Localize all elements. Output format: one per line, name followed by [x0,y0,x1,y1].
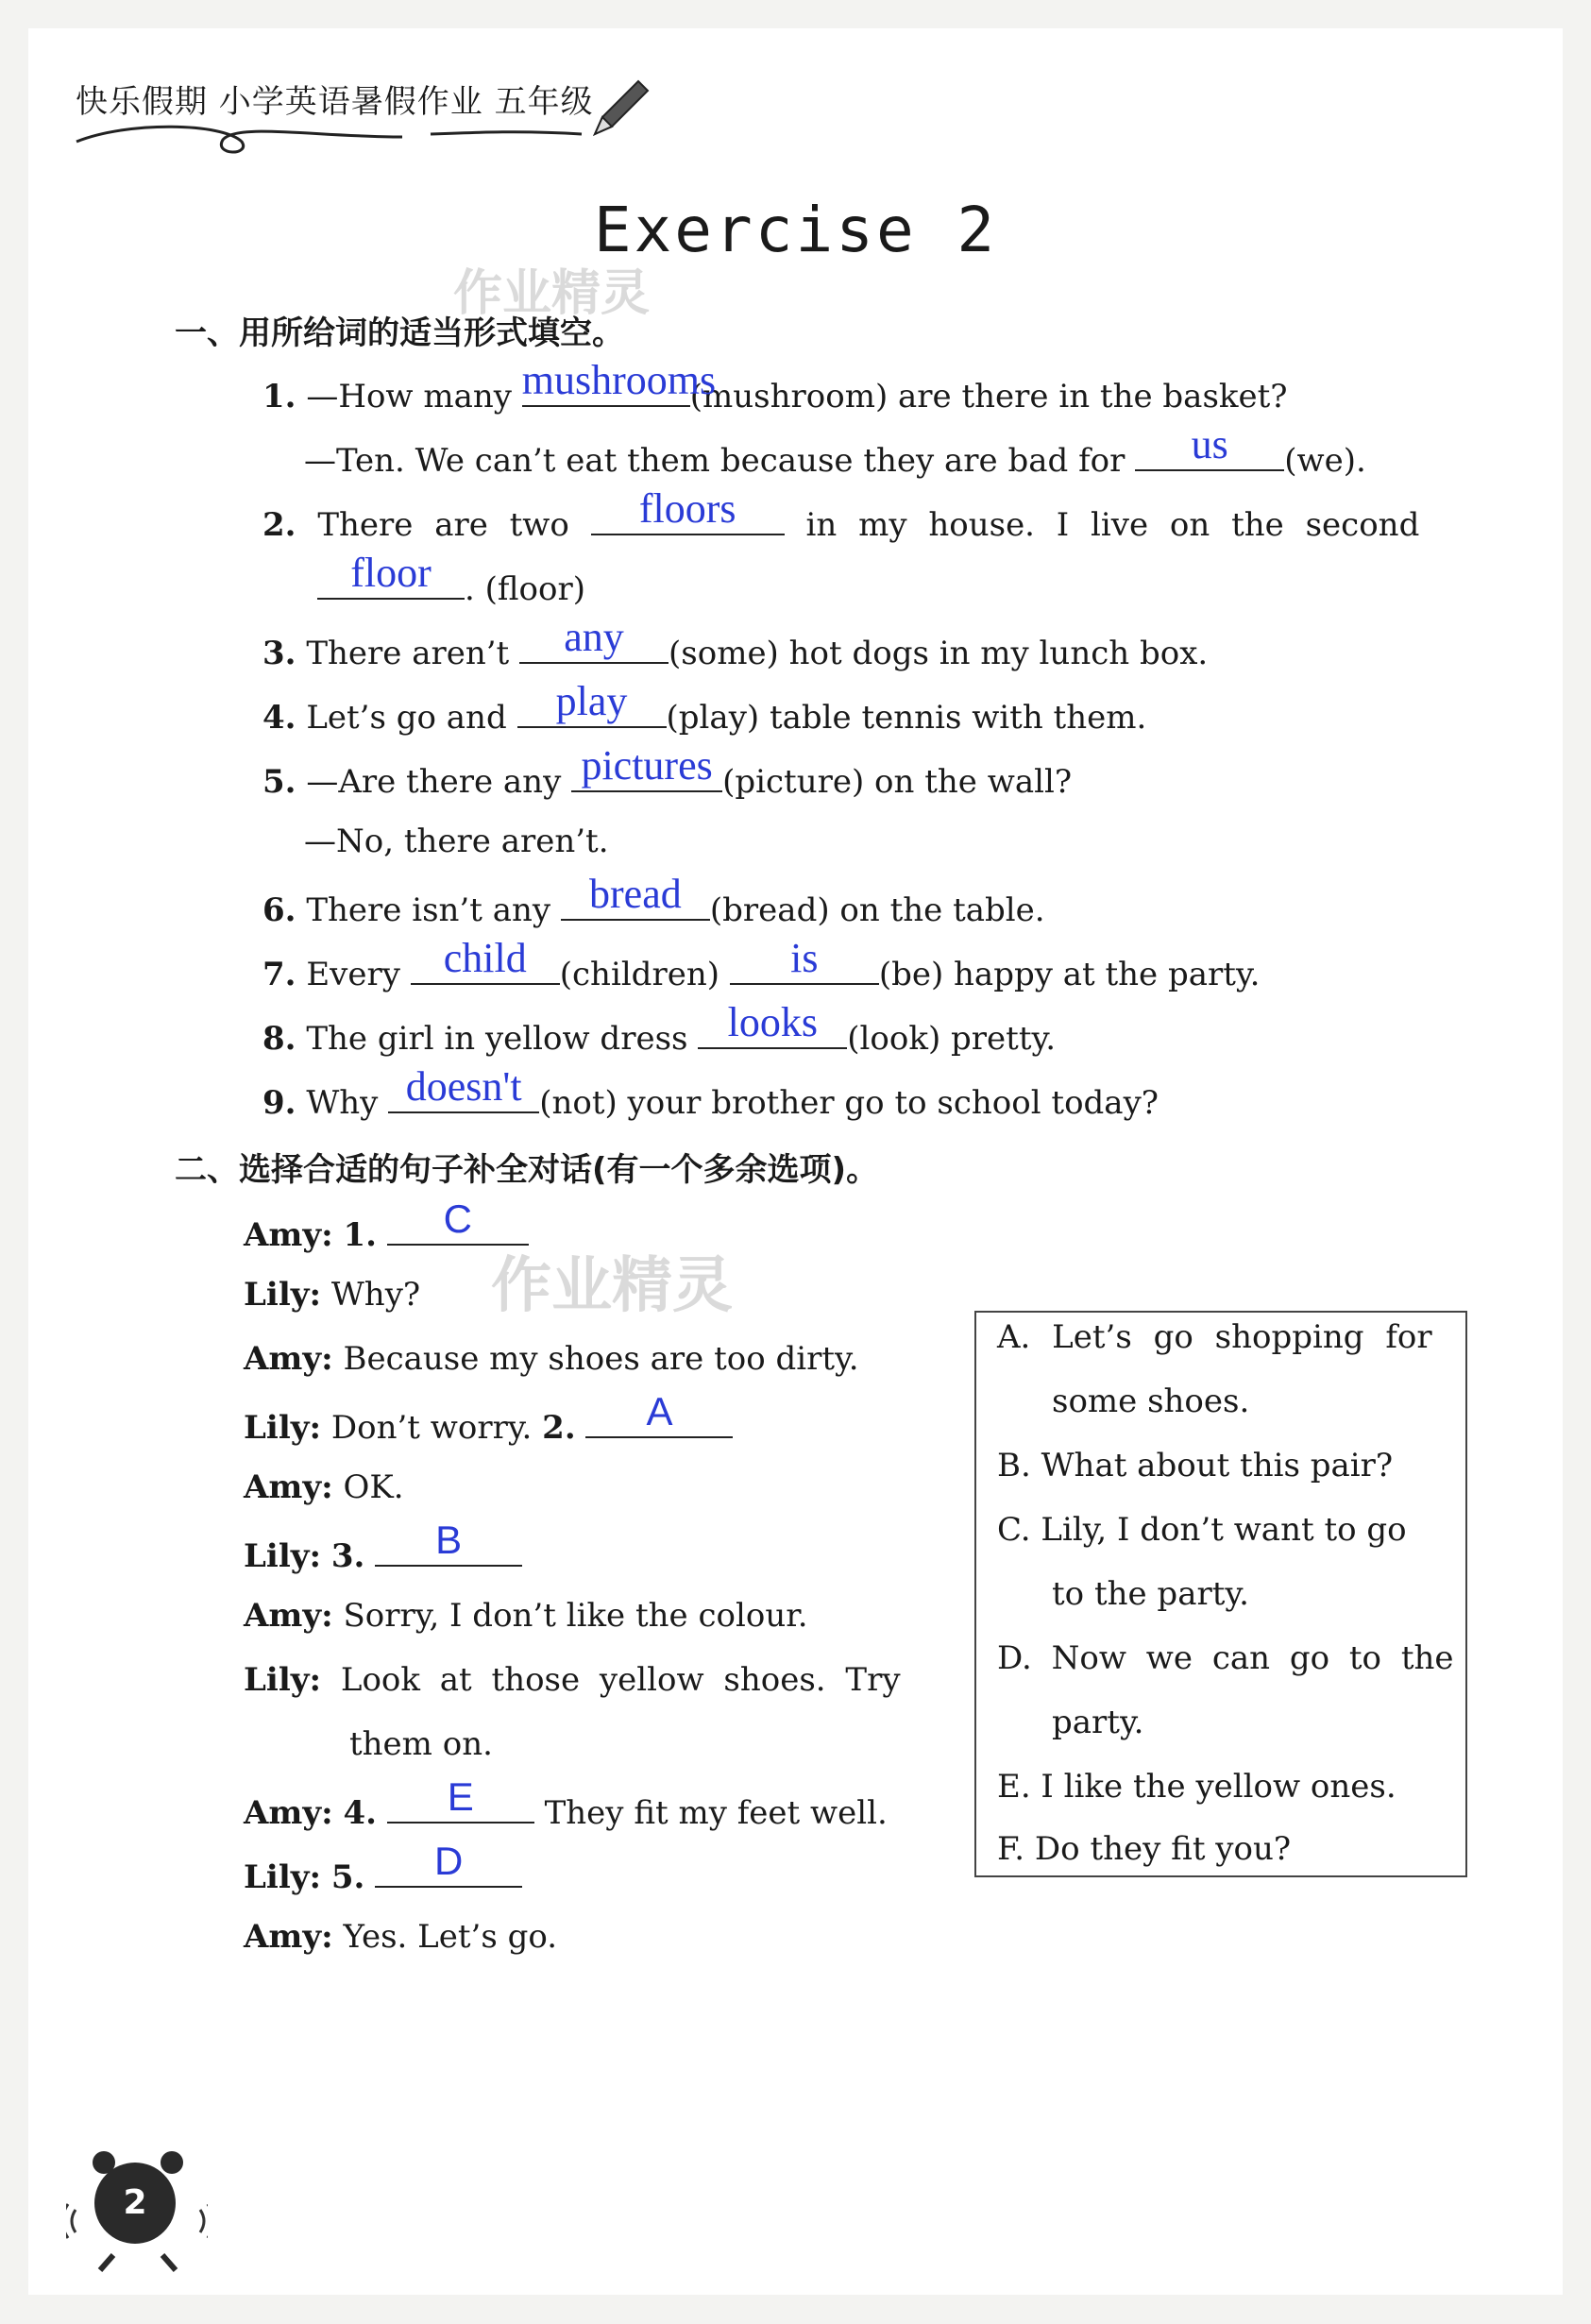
dialogue-line-6: Lily: 3. B [244,1533,522,1575]
q9-line: 9. Why doesn't (not) your brother go to school today? [262,1063,1159,1122]
option-e: E. I like the yellow ones. [997,1768,1396,1806]
section1-title: 一、用所给词的适当形式填空。 [175,314,624,352]
dialogue-answer-3: B [435,1518,463,1562]
q1-line1: 1. —How many mushrooms (mushroom) are there in the basket? [262,357,1288,416]
q4-answer: play [555,678,628,724]
q2-answer2: floor [350,550,432,596]
q7-blank2[interactable] [730,935,879,985]
q6-blank[interactable] [561,871,710,921]
q6-line: 6. There isn’t any bread (bread) on the table. [262,871,1045,929]
book-header-title: 快乐假期 小学英语暑假作业 五年级 [76,83,594,121]
dialogue-line-1: Amy: 1. C [244,1212,529,1254]
dialogue-blank-4[interactable] [387,1774,534,1824]
q8-blank[interactable] [698,999,847,1049]
option-d-cont: party. [1052,1704,1144,1741]
q1-blank[interactable] [521,357,717,407]
dialogue-line-5: Amy: OK. [244,1468,404,1506]
option-a: A. Let’s go shopping for [997,1318,1432,1356]
dialogue-answer-1: C [443,1196,472,1241]
dialogue-line-3: Amy: Because my shoes are too dirty. [244,1340,859,1378]
q2-blank[interactable] [591,485,785,535]
dialogue-line-11: Amy: Yes. Let’s go. [244,1918,558,1956]
dialogue-blank-3[interactable] [375,1518,522,1567]
page-number: 2 [94,2163,176,2244]
q4-line: 4. Let’s go and play (play) table tennis with them. [262,678,1147,737]
q8-line: 8. The girl in yellow dress looks (look) pretty. [262,999,1056,1058]
header-underline-swirl [72,113,601,161]
dialogue-line-8-cont: them on. [349,1725,493,1763]
section2-title: 二、选择合适的句子补全对话(有一个多余选项)。 [175,1151,879,1189]
q8-answer: looks [727,999,818,1045]
dialogue-line-4: Lily: Don’t worry. 2. A [244,1404,733,1447]
q7-answer2: is [790,935,819,981]
pencil-icon [585,76,652,142]
option-f: F. Do they fit you? [997,1830,1292,1868]
watermark-text: 作业精灵 [453,265,651,322]
q9-answer: doesn't [405,1063,522,1110]
q9-blank[interactable] [388,1063,539,1113]
option-b: B. What about this pair? [997,1447,1394,1484]
dialogue-line-7: Amy: Sorry, I don’t like the colour. [244,1597,808,1635]
q1-answer: mushrooms [521,357,717,403]
dialogue-blank-5[interactable] [375,1839,522,1888]
q2-line2: floor . (floor) [317,566,585,608]
dialogue-line-10: Lily: 5. D [244,1854,522,1896]
option-c: C. Lily, I don’t want to go [997,1511,1407,1549]
q3-blank[interactable] [519,614,669,664]
dialogue-blank-2[interactable] [585,1389,733,1438]
dialogue-answer-2: A [646,1389,673,1433]
q2-line1: 2. There are two floors in my house. I live on the second [262,485,1420,544]
q5-line1: 5. —Are there any pictures (picture) on the wall? [262,742,1073,801]
q2-blank2[interactable] [317,550,465,600]
q7-blank[interactable] [411,935,560,985]
dialogue-answer-4: E [447,1774,474,1819]
q5-answer: pictures [581,742,713,789]
dialogue-line-8: Lily: Look at those yellow shoes. Try [244,1661,901,1699]
option-a-cont: some shoes. [1052,1383,1250,1420]
q5-line2: —No, there aren’t. [304,823,609,860]
q5-blank[interactable] [571,742,722,792]
option-c-cont: to the party. [1052,1575,1249,1613]
q1-blank2[interactable] [1135,421,1284,471]
dialogue-blank-1[interactable] [387,1196,529,1246]
q7-answer: child [443,935,527,981]
q3-answer: any [564,614,624,660]
dialogue-answer-5: D [434,1839,464,1883]
q4-blank[interactable] [517,678,667,728]
q1-line2: —Ten. We can’t eat them because they are bad for us (we). [304,421,1366,480]
dialogue-line-9: Amy: 4. E They fit my feet well. [244,1774,888,1832]
watermark-text-2: 作业精灵 [491,1251,733,1321]
options-box [974,1311,1467,1877]
exercise-title: Exercise 2 [593,194,998,266]
q3-line: 3. There aren’t any (some) hot dogs in my lunch box. [262,614,1209,672]
q1-answer2: us [1191,421,1228,467]
q6-answer: bread [589,871,682,917]
option-d: D. Now we can go to the [997,1639,1454,1677]
q2-answer: floors [638,485,736,532]
q7-line: 7. Every child (children) is (be) happy at the party. [262,935,1261,993]
dialogue-line-2: Lily: Why? [244,1276,421,1314]
